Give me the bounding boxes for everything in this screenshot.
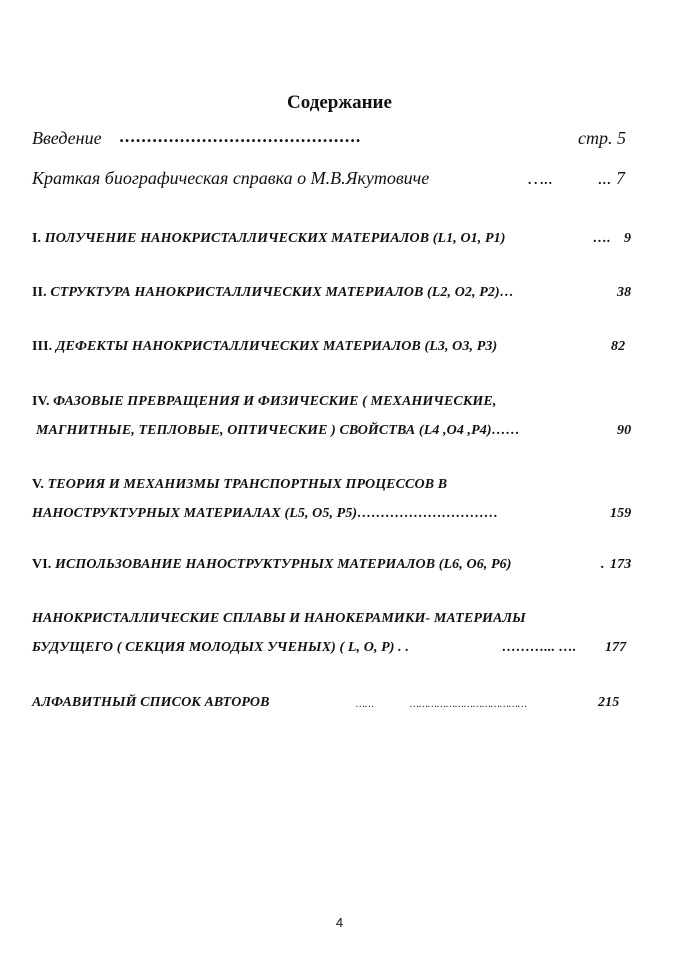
section-title: СТРУКТУРА НАНОКРИСТАЛЛИЧЕСКИХ МАТЕРИАЛОВ (L2, O2, P2)… bbox=[50, 285, 514, 300]
section-number: II. bbox=[32, 285, 47, 300]
toc-authors-dots-2: ………………………………… bbox=[410, 699, 527, 710]
section-title: ФАЗОВЫЕ ПРЕВРАЩЕНИЯ И ФИЗИЧЕСКИЕ ( МЕХАНИЧЕСКИЕ, bbox=[53, 394, 497, 409]
toc-bio-dots: ….. bbox=[528, 168, 554, 188]
toc-young-scientists: НАНОКРИСТАЛЛИЧЕСКИЕ СПЛАВЫ И НАНОКЕРАМИКИ- МАТЕРИАЛЫ bbox=[32, 611, 526, 626]
toc-section-2 bbox=[32, 285, 514, 301]
toc-intro-page: стр. 5 bbox=[578, 128, 626, 148]
section-number: VI. bbox=[32, 557, 52, 572]
toc-bio-label: Краткая биографическая справка о М.В.Якутовиче bbox=[32, 168, 430, 188]
page-number: 4 bbox=[335, 915, 344, 930]
toc-young-scientists-dots: ………... …. bbox=[502, 640, 577, 655]
toc-authors-dots-1: …… bbox=[356, 699, 374, 710]
toc-section-5 bbox=[32, 477, 447, 493]
toc-section-6-page: 173 bbox=[610, 557, 632, 572]
section-number: III. bbox=[32, 339, 53, 354]
toc-intro-label: Введение bbox=[32, 128, 102, 148]
toc-section-4 bbox=[32, 394, 496, 410]
toc-section-5-page: 159 bbox=[610, 506, 632, 521]
toc-section-1 bbox=[32, 231, 505, 247]
section-number: IV. bbox=[32, 394, 50, 409]
section-title: ИСПОЛЬЗОВАНИЕ НАНОСТРУКТУРНЫХ МАТЕРИАЛОВ (L6, O6, P6) bbox=[54, 557, 512, 572]
toc-authors-page: 215 bbox=[598, 695, 620, 710]
toc-section-1-page: 9 bbox=[624, 231, 632, 246]
toc-young-scientists-page: 177 bbox=[605, 640, 627, 655]
toc-section-5-line2: НАНОСТРУКТУРНЫХ МАТЕРИАЛАХ (L5, O5, P5)………………………… bbox=[32, 506, 499, 521]
section-title: ТЕОРИЯ И МЕХАНИЗМЫ ТРАНСПОРТНЫХ ПРОЦЕССОВ В bbox=[47, 477, 448, 492]
toc-section-3-page: 82 bbox=[611, 339, 626, 354]
toc-section-2-page: 38 bbox=[617, 285, 632, 300]
toc-bio-page: ... 7 bbox=[598, 168, 625, 188]
toc-intro-dots: ............................................ bbox=[120, 126, 362, 146]
section-number: V. bbox=[32, 477, 45, 492]
toc-section-6-dots: . bbox=[601, 557, 605, 572]
toc-authors-index: АЛФАВИТНЫЙ СПИСОК АВТОРОВ bbox=[32, 695, 270, 710]
toc-section-6 bbox=[32, 557, 512, 573]
section-title: ДЕФЕКТЫ НАНОКРИСТАЛЛИЧЕСКИХ МАТЕРИАЛОВ (L3, O3, P3) bbox=[55, 339, 498, 354]
toc-section-3 bbox=[32, 339, 497, 355]
page-title: Содержание bbox=[287, 92, 392, 113]
section-title: ПОЛУЧЕНИЕ НАНОКРИСТАЛЛИЧЕСКИХ МАТЕРИАЛОВ (L1, O1, P1) bbox=[44, 231, 506, 246]
toc-young-scientists-line2: БУДУЩЕГО ( СЕКЦИЯ МОЛОДЫХ УЧЕНЫХ) ( L, O, P) . . bbox=[32, 640, 409, 655]
toc-section-4-line2: МАГНИТНЫЕ, ТЕПЛОВЫЕ, ОПТИЧЕСКИЕ ) СВОЙСТВА (L4 ,O4 ,P4)…… bbox=[36, 423, 520, 438]
toc-section-4-page: 90 bbox=[617, 423, 632, 438]
toc-section-1-dots: …. bbox=[593, 231, 611, 246]
section-number: I. bbox=[32, 231, 42, 246]
